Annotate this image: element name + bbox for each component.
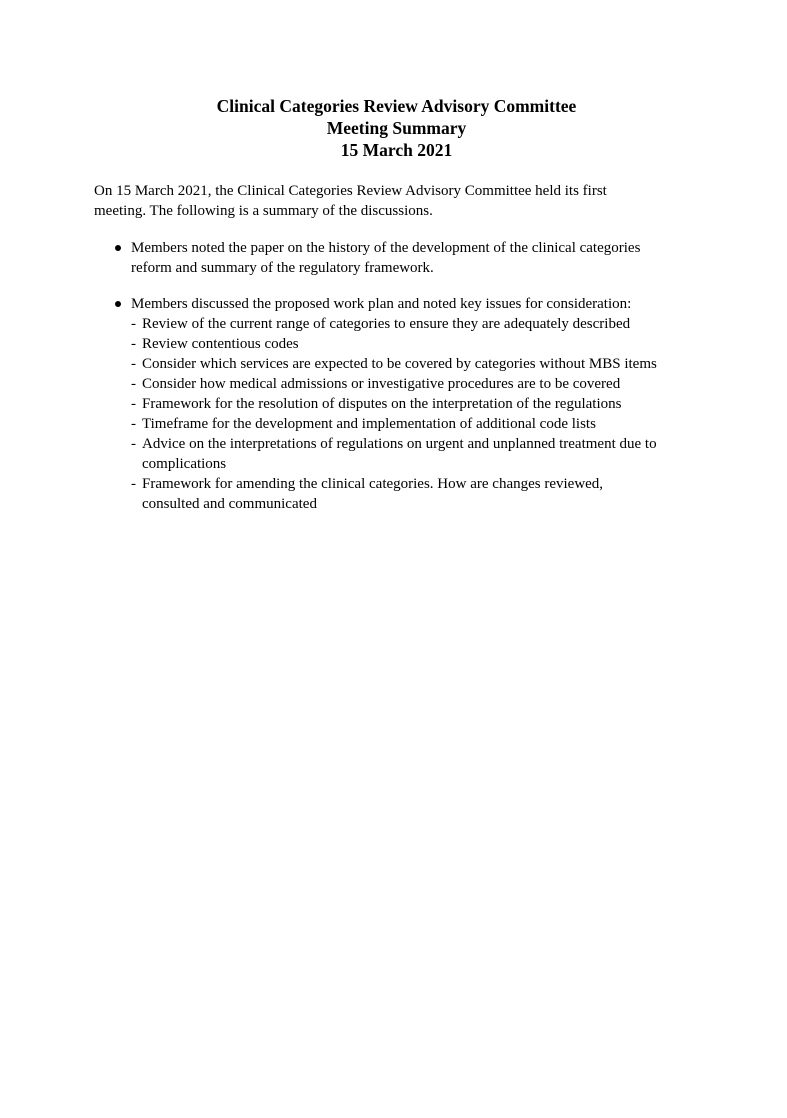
- intro-line: meeting. The following is a summary of the discussions.: [94, 203, 433, 219]
- title-meeting-summary: Meeting Summary: [326, 118, 467, 138]
- bullet-item-work-plan: [131, 294, 731, 514]
- list-item-text: Timeframe for the development and implementation of additional code lists: [142, 416, 596, 432]
- dash-mark: -: [131, 396, 136, 412]
- list-item-text: Consider which services are expected to be covered by categories without MBS items: [142, 356, 657, 372]
- title-meeting-date: 15 March 2021: [340, 140, 453, 160]
- dash-mark: -: [131, 356, 136, 372]
- list-item-text: Framework for the resolution of disputes on the interpretation of the regulations: [142, 396, 622, 412]
- list-item-text: Review of the current range of categories to ensure they are adequately described: [142, 316, 631, 332]
- list-item: [131, 414, 731, 434]
- dash-mark: -: [131, 316, 136, 332]
- bullet-dot-icon: [115, 245, 121, 251]
- list-item-text: complications: [142, 456, 227, 472]
- dash-mark: -: [131, 376, 136, 392]
- dash-mark: -: [131, 436, 136, 452]
- bullet-line: reform and summary of the regulatory framework.: [131, 260, 434, 276]
- list-item: [131, 314, 731, 334]
- list-item-text: Review contentious codes: [142, 336, 299, 352]
- list-item-text: Consider how medical admissions or investigative procedures are to be covered: [142, 376, 621, 392]
- bullet-dot-icon: [115, 301, 121, 307]
- list-item-text: Advice on the interpretations of regulations on urgent and unplanned treatment due to: [142, 436, 657, 452]
- intro-line: On 15 March 2021, the Clinical Categories Review Advisory Committee held its first: [94, 183, 607, 199]
- bullet-line: Members discussed the proposed work plan and noted key issues for consideration:: [131, 296, 632, 312]
- dash-mark: -: [131, 336, 136, 352]
- key-issues-list: [131, 314, 731, 514]
- intro-paragraph: [94, 181, 714, 221]
- list-item: [131, 354, 731, 374]
- document-title: [0, 95, 787, 161]
- list-item-text: consulted and communicated: [142, 496, 317, 512]
- list-item: [131, 394, 731, 414]
- list-item: [131, 474, 731, 514]
- bullet-item-history-paper: [131, 238, 731, 278]
- title-committee-name: Clinical Categories Review Advisory Committee: [216, 96, 577, 116]
- list-item-text: Framework for amending the clinical categories. How are changes reviewed,: [142, 476, 604, 492]
- dash-mark: -: [131, 476, 136, 492]
- list-item: [131, 434, 731, 474]
- bullet-line: Members noted the paper on the history of the development of the clinical categories: [131, 240, 641, 256]
- list-item: [131, 374, 731, 394]
- list-item: [131, 334, 731, 354]
- dash-mark: -: [131, 416, 136, 432]
